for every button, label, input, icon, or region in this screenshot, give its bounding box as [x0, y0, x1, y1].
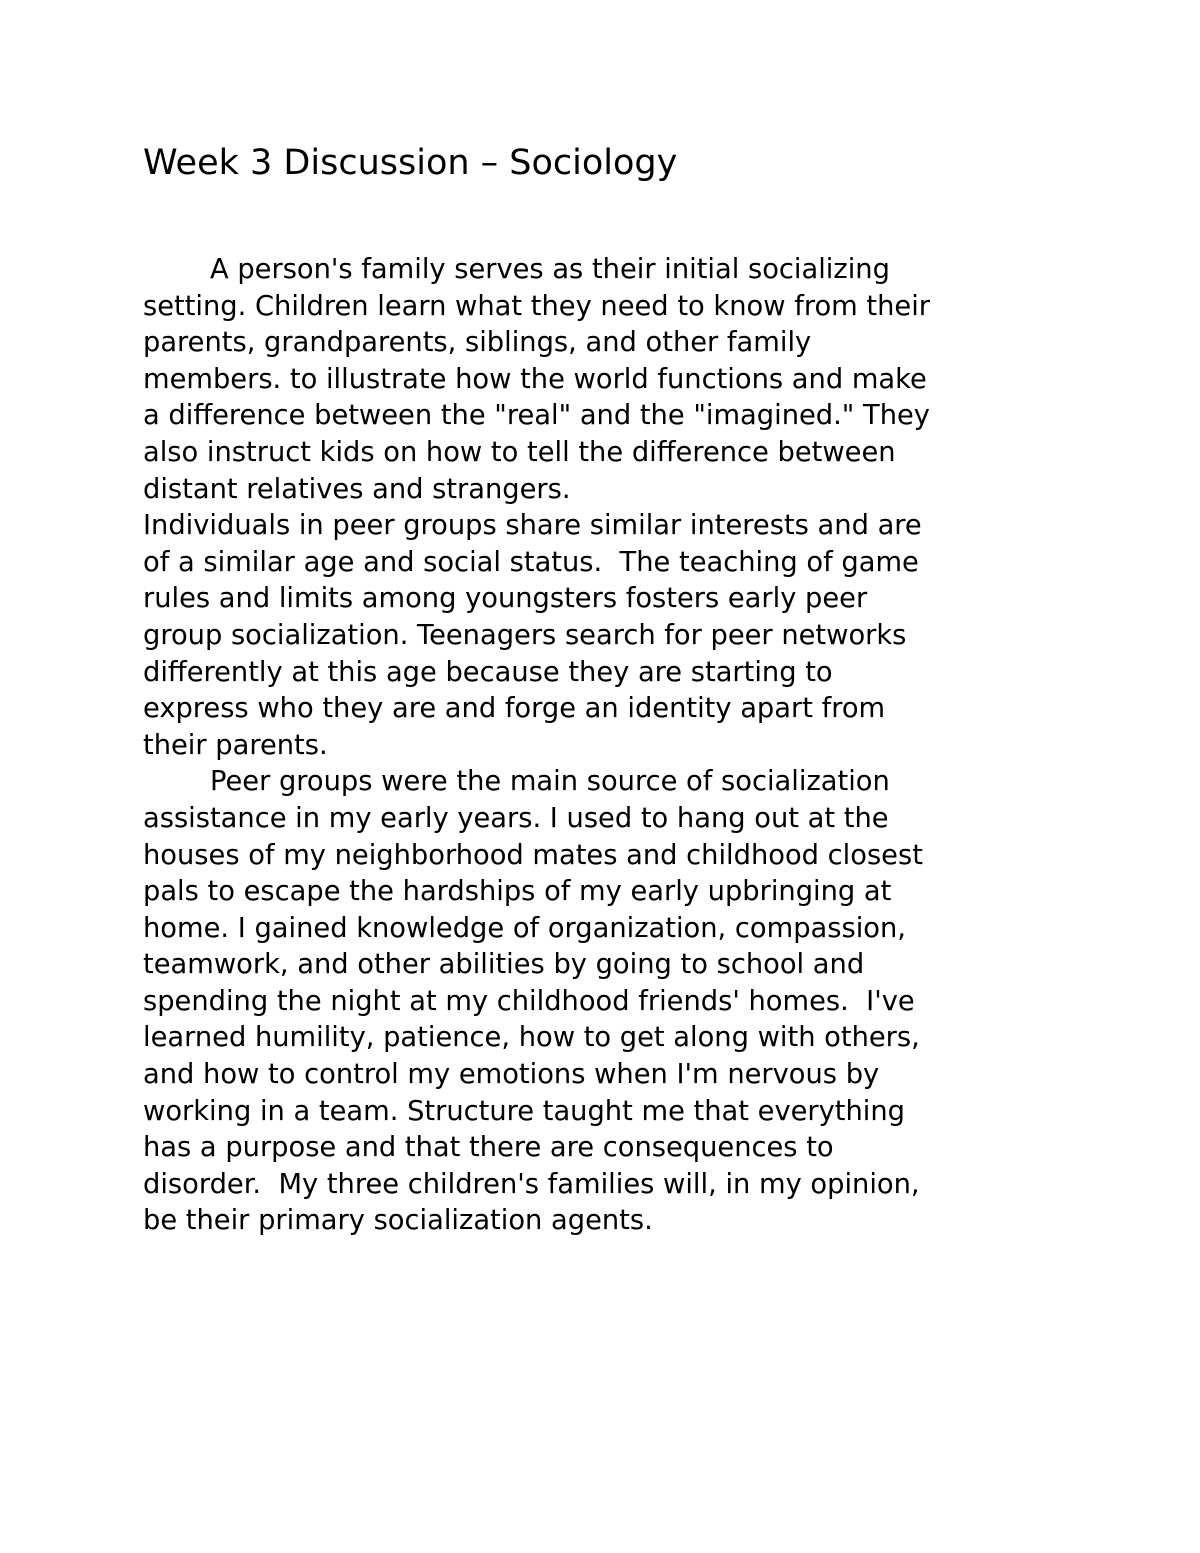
paragraph-line: Individuals in peer groups share similar interests and are: [143, 510, 922, 542]
paragraph-line: houses of my neighborhood mates and childhood closest: [143, 839, 923, 871]
paragraph-line: rules and limits among youngsters fosters early peer: [143, 583, 868, 615]
paragraph-line: of a similar age and social status. The teaching of game: [143, 546, 919, 578]
paragraph-line: differently at this age because they are starting to: [143, 656, 833, 688]
paragraph-line: setting. Children learn what they need to know from their: [143, 290, 931, 322]
paragraph-line: and how to control my emotions when I'm nervous by: [143, 1059, 880, 1091]
paragraph-line: has a purpose and that there are consequences to: [143, 1132, 834, 1164]
paragraph-line: also instruct kids on how to tell the difference between: [143, 436, 896, 468]
paragraph-peer-groups: [143, 508, 1063, 764]
paragraph-line: spending the night at my childhood friends' homes. I've: [143, 985, 915, 1017]
document-title: Week 3 Discussion – Sociology: [143, 143, 678, 183]
paragraph-line: group socialization. Teenagers search for peer networks: [143, 619, 907, 651]
paragraph-line: A person's family serves as their initial socializing: [210, 254, 890, 285]
paragraph-line: be their primary socialization agents.: [143, 1205, 653, 1237]
paragraph-family: [143, 252, 1063, 508]
paragraph-line: learned humility, patience, how to get along with others,: [143, 1022, 920, 1054]
paragraph-personal-experience: [143, 764, 1063, 1240]
paragraph-line: members. to illustrate how the world functions and make: [143, 363, 927, 395]
paragraph-line: their parents.: [143, 729, 328, 761]
paragraph-line: a difference between the "real" and the "imagined." They: [143, 400, 930, 432]
paragraph-line: Peer groups were the main source of socialization: [210, 766, 890, 798]
paragraph-line: parents, grandparents, siblings, and other family: [143, 327, 812, 359]
paragraph-line: pals to escape the hardships of my early upbringing at: [143, 876, 892, 908]
paragraph-line: distant relatives and strangers.: [143, 473, 571, 505]
paragraph-line: express who they are and forge an identity apart from: [143, 693, 886, 725]
paragraph-line: working in a team. Structure taught me that everything: [143, 1095, 905, 1127]
document-body: [143, 252, 1063, 1240]
paragraph-line: assistance in my early years. I used to hang out at the: [143, 802, 889, 834]
paragraph-line: home. I gained knowledge of organization, compassion,: [143, 912, 906, 944]
paragraph-line: disorder. My three children's families will, in my opinion,: [143, 1168, 920, 1200]
paragraph-line: teamwork, and other abilities by going to school and: [143, 949, 865, 981]
